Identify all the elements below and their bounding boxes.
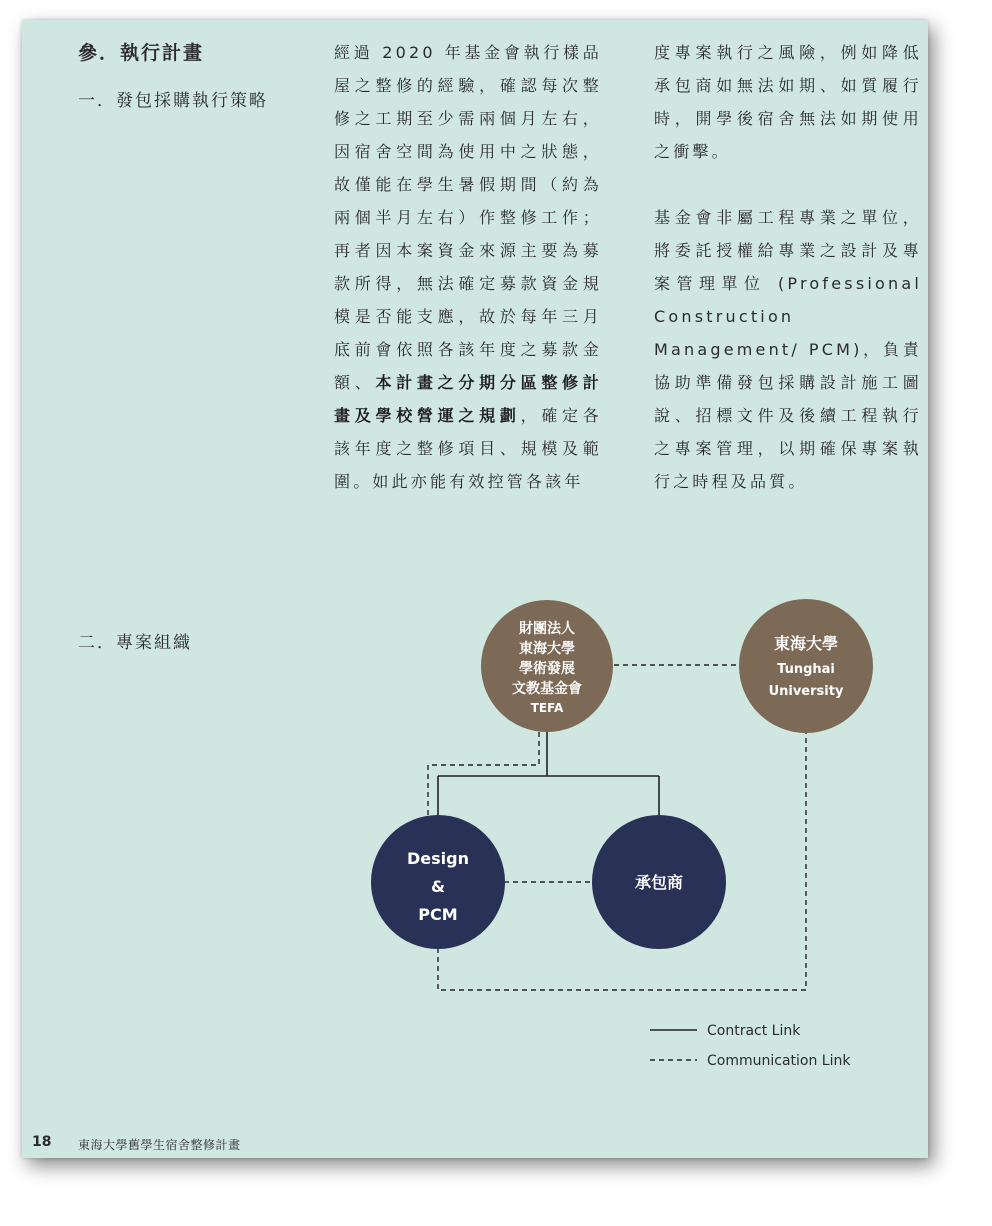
tefa-label-3: 學術發展 (519, 661, 575, 677)
node-design-pcm (371, 815, 505, 949)
design-pcm-label-1: Design (407, 849, 469, 868)
paragraph-1-text-b: ，確定各該年度之整修項目、規模及範圍。如此亦能有效控管各該年 (334, 406, 602, 491)
tefa-label-2: 東海大學 (519, 641, 575, 657)
tunghai-label-1: 東海大學 (773, 634, 839, 653)
tunghai-label-3: University (768, 684, 844, 699)
design-pcm-label-3: PCM (418, 905, 458, 924)
communication-links (428, 665, 806, 990)
tefa-label-5: TEFA (530, 701, 564, 715)
section-heading: 參．執行計畫 (78, 42, 205, 64)
contract-links (438, 732, 659, 820)
paragraph-1-emphasis: 本計畫之分期分區整修計畫及學校營運之規劃 (334, 373, 602, 425)
tefa-label-4: 文教基金會 (512, 681, 582, 697)
legend-communication-label: Communication Link (707, 1053, 851, 1069)
node-tunghai-university (739, 599, 873, 733)
paragraph-1-text-a: 經過 2020 年基金會執行樣品屋之整修的經驗，確認每次整修之工期至少需兩個月左右，因宿舍空間為使用中之狀態，故僅能在學生暑假期間（約為兩個半月左右）作整修工作；再者因本案資金來源主要為募款所得，無法確定募款資金規模是否能支應，故於每年三月底前會依照各該年度之募款金額、 (334, 43, 602, 392)
design-pcm-label-2: & (431, 877, 445, 896)
contractor-label: 承包商 (634, 873, 684, 892)
footer-title: 東海大學舊學生宿舍整修計畫 (78, 1138, 241, 1152)
node-contractor (592, 815, 726, 949)
subheading-project-organization: 二．專案組織 (78, 633, 192, 653)
page-number: 18 (32, 1134, 52, 1150)
paragraph-3: 基金會非屬工程專業之單位，將委託授權給專業之設計及專案管理單位 (Professional Construction Management/ PCM)，負責協助準備發包採購設計施工圖說、招標文件及後續工程執行之專案管理，以期確保專案執行之時程及品質。 (654, 208, 922, 491)
document-page (22, 20, 928, 1158)
legend (650, 1023, 851, 1069)
paragraph-2: 度專案執行之風險，例如降低承包商如無法如期、如質履行時，開學後宿舍無法如期使用之衝擊。 (654, 43, 922, 161)
tefa-label-1: 財團法人 (519, 621, 575, 637)
organization-diagram (22, 20, 928, 1158)
node-tefa (481, 600, 613, 732)
subheading-procurement-strategy: 一．發包採購執行策略 (78, 91, 268, 111)
legend-contract-label: Contract Link (707, 1023, 801, 1039)
tunghai-label-2: Tunghai (777, 662, 835, 677)
